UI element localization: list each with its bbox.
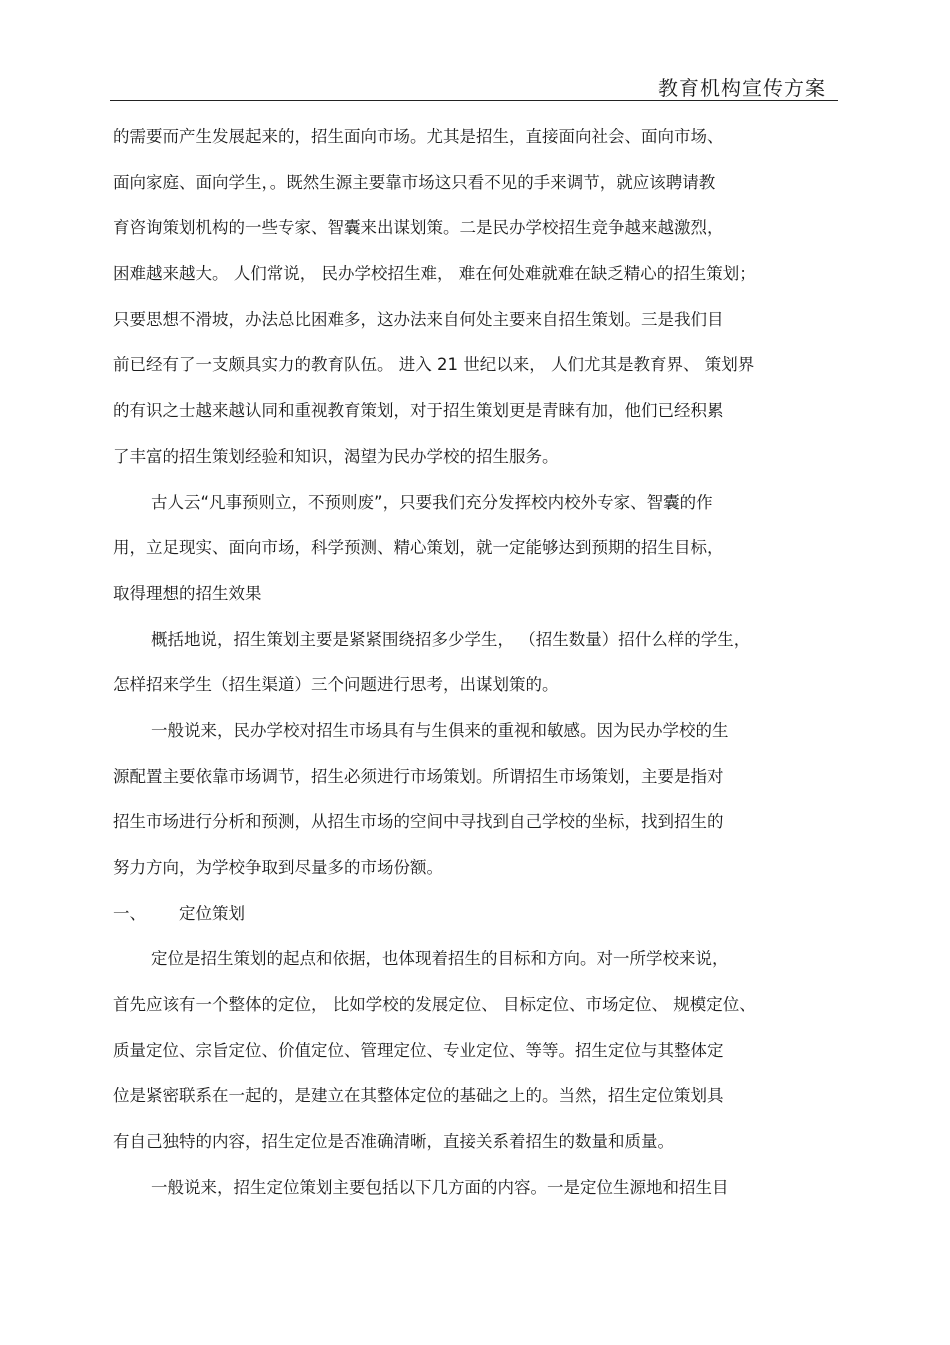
body-line: 困难越来越大。 人们常说， 民办学校招生难， 难在何处难就难在缺乏精心的招生策划； xyxy=(113,264,756,284)
body-line: 了丰富的招生策划经验和知识，渴望为民办学校的招生服务。 xyxy=(113,446,559,466)
body-line: 努力方向，为学校争取到尽量多的市场份额。 xyxy=(113,858,443,877)
section-heading xyxy=(113,900,843,946)
paragraph-start: 概括地说，招生策划主要是紧紧围绕招多少学生， （招生数量）招什么样的学生， xyxy=(151,629,751,649)
body-line: 首先应该有一个整体的定位， 比如学校的发展定位、 目标定位、市场定位、 规模定位、 xyxy=(113,995,756,1015)
body-line: 前已经有了一支颇具实力的教育队伍。 进入 21 世纪以来， 人们尤其是教育界、 策划界 xyxy=(113,355,755,375)
paragraph-start: 一般说来，招生定位策划主要包括以下几方面的内容。一是定位生源地和招生目 xyxy=(151,1177,729,1197)
paragraph-start: 定位是招生策划的起点和依据，也体现着招生的目标和方向。对一所学校来说， xyxy=(151,949,729,969)
document-body xyxy=(113,123,843,1220)
body-line: 只要思想不滑坡，办法总比困难多，这办法来自何处主要来自招生策划。三是我们目 xyxy=(113,309,724,329)
body-line: 招生市场进行分析和预测，从招生市场的空间中寻找到自己学校的坐标，找到招生的 xyxy=(113,812,724,832)
page-header xyxy=(110,60,838,101)
section-number: 一、 xyxy=(113,903,146,923)
paragraph-start: 一般说来，民办学校对招生市场具有与生俱来的重视和敏感。因为民办学校的生 xyxy=(151,720,729,740)
body-line: 有自己独特的内容，招生定位是否准确清晰，直接关系着招生的数量和质量。 xyxy=(113,1132,674,1152)
body-line: 取得理想的招生效果 xyxy=(113,583,262,603)
body-line: 怎样招来学生（招生渠道）三个问题进行思考，出谋划策的。 xyxy=(113,675,559,695)
paragraph-start: 古人云“凡事预则立，不预则废”，只要我们充分发挥校内校外专家、智囊的作 xyxy=(151,492,713,512)
document-title: 教育机构宣传方案 xyxy=(658,76,826,100)
body-line: 育咨询策划机构的一些专家、智囊来出谋划策。二是民办学校招生竞争越来越激烈， xyxy=(113,218,724,238)
body-line: 位是紧密联系在一起的，是建立在其整体定位的基础之上的。当然，招生定位策划具 xyxy=(113,1086,724,1106)
body-line: 用，立足现实、面向市场，科学预测、精心策划，就一定能够达到预期的招生目标， xyxy=(113,538,724,558)
body-line: 的需要而产生发展起来的，招生面向市场。尤其是招生，直接面向社会、面向市场、 xyxy=(113,127,724,146)
section-title: 定位策划 xyxy=(179,903,245,923)
body-line: 的有识之士越来越认同和重视教育策划，对于招生策划更是青睐有加，他们已经积累 xyxy=(113,401,724,421)
body-line: 质量定位、宗旨定位、价值定位、管理定位、专业定位、等等。招生定位与其整体定 xyxy=(113,1040,724,1060)
body-line: 源配置主要依靠市场调节，招生必须进行市场策划。所谓招生市场策划，主要是指对 xyxy=(113,766,724,786)
body-line: 面向家庭、面向学生，。既然生源主要靠市场这只看不见的手来调节，就应该聘请教 xyxy=(113,172,716,192)
